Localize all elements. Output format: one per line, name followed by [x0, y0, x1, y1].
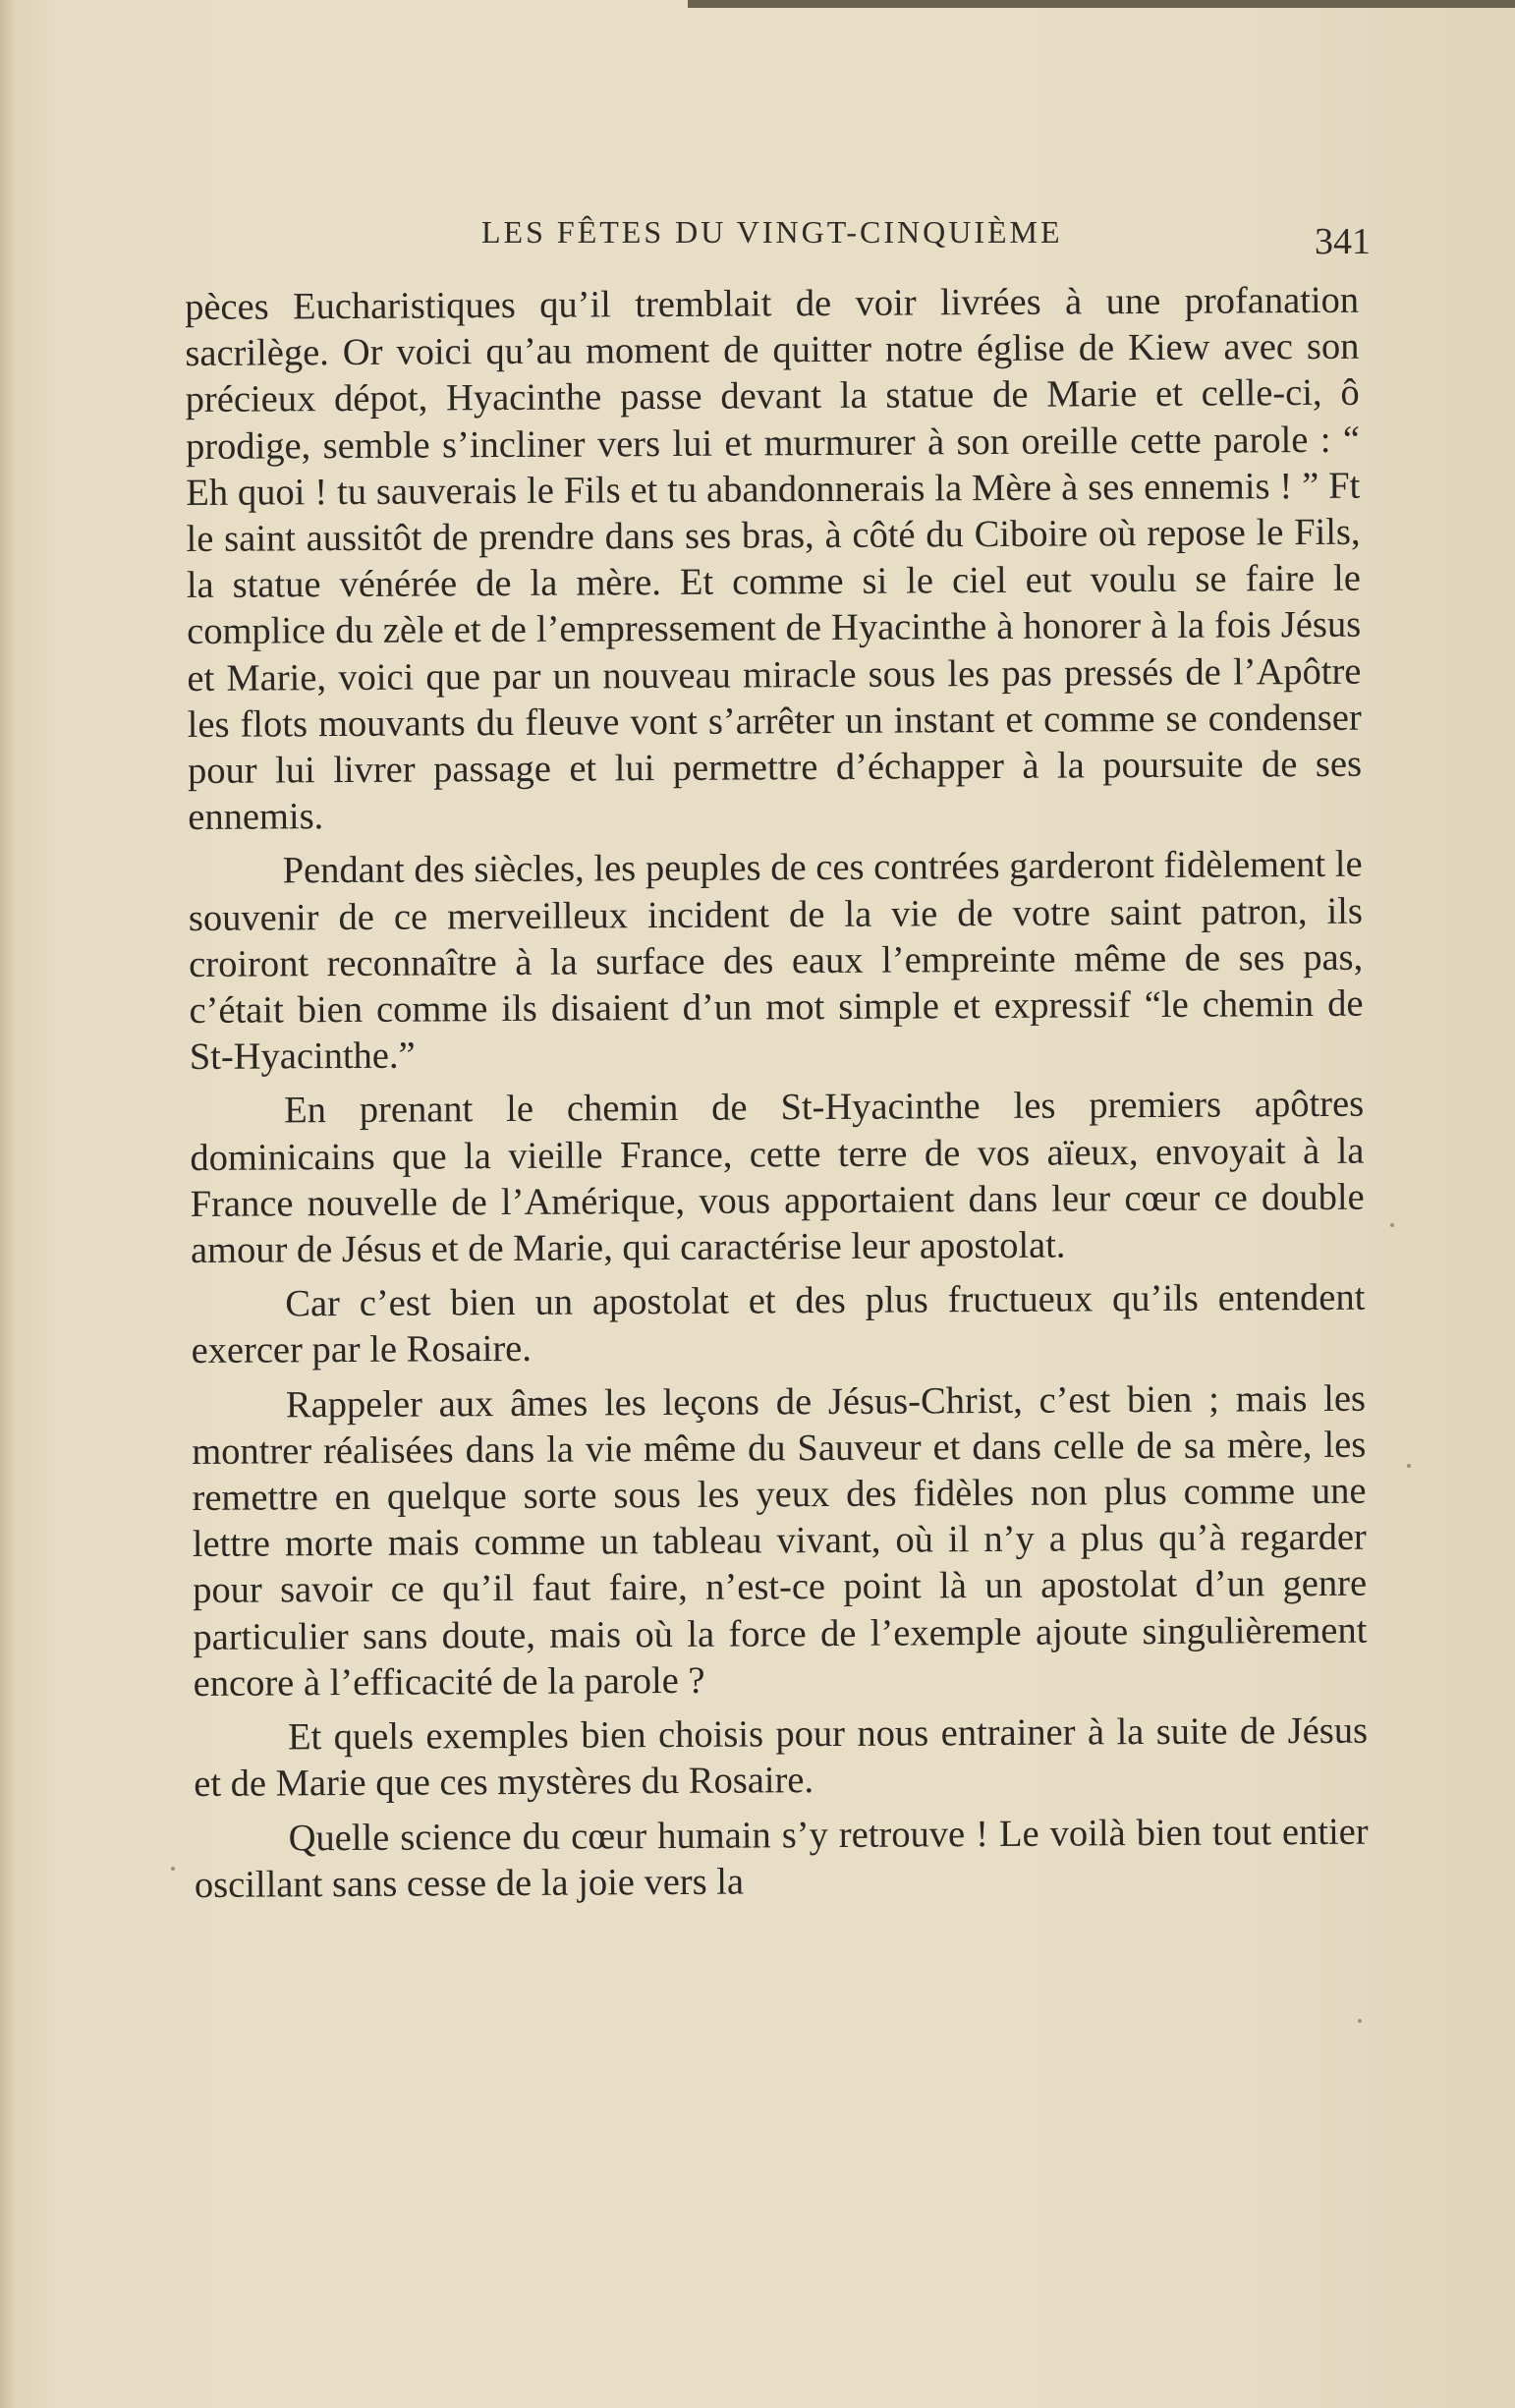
paragraph: Et quels exemples bien choisis pour nous entrainer à la suite de Jésus et de Marie que ces mystères du Rosaire.	[194, 1709, 1369, 1806]
paper-speck	[1390, 1223, 1394, 1227]
paper-speck	[1407, 1464, 1411, 1468]
page-number: 341	[1315, 221, 1371, 262]
paragraph: Pendant des siècles, les peuples de ces contrées garderont fidèlement le souvenir de ce merveilleux incident de la vie de votre saint patron, ils croiront reconnaître à la surface des eaux l’empreinte même de ses pas, c’était bien comme ils disaient d’un mot simple et expressif “le chemin de St-Hyacinthe.”	[188, 844, 1364, 1079]
page-top-edge	[688, 0, 1515, 8]
paragraph: Rappeler aux âmes les leçons de Jésus-Christ, c’est bien ; mais les montrer réalisées dans la vie même du Sauveur et dans celle de sa mère, les remettre en quelque sorte sous les yeux des fidèles non plus comme une lettre morte mais comme un tableau vivant, où il n’y a plus qu’à regarder pour savoir ce qu’il faut faire, n’est-ce point là un apostolat d’un genre particulier sans doute, mais où la force de l’exemple ajoute singulièrement encore à l’efficacité de la parole ?	[192, 1377, 1368, 1705]
binding-edge	[0, 0, 14, 2408]
paragraph-continues: Quelle science du cœur humain s’y retrouve ! Le voilà bien tout entier oscillant sans cesse de la joie vers la	[194, 1811, 1369, 1906]
paragraph-continued: pèces Eucharistiques qu’il tremblait de voir livrées à une profanation sacrilège. Or voici qu’au moment de quitter notre église de Kiew avec son précieux dépot, Hyacinthe passe devant la statue de Marie et celle-ci, ô prodige, semble s’incliner vers lui et murmurer à son oreille cette parole : “ Eh quoi ! tu sauverais le Fils et tu abandonnerais la Mère à ses ennemis ! ” Ft le saint aussitôt de prendre dans ses bras, à côté du Ciboire où repose le Fils, la statue vénérée de la mère. Et comme si le ciel eut voulu se faire le complice du zèle et de l’empressement de Hyacinthe à honorer à la fois Jésus et Marie, voici que par un nouveau miracle sous les pas pressés de l’Apôtre les flots mouvants du fleuve vont s’arrêter un instant et comme se condenser pour lui livrer passage et lui permettre d’échapper à la poursuite de ses ennemis.	[185, 279, 1363, 839]
paragraph: En prenant le chemin de St-Hyacinthe les premiers apôtres dominicains que la vieille France, cette terre de vos aïeux, envoyait à la France nouvelle de l’Amérique, vous apportaient dans leur cœur ce double amour de Jésus et de Marie, qui caractérise leur apostolat.	[190, 1084, 1365, 1272]
running-title: LES FÊTES DU VINGT-CINQUIÈME	[481, 214, 1063, 250]
paper-speck	[1358, 2019, 1362, 2023]
paper-speck	[171, 1867, 175, 1871]
body-text	[185, 278, 1369, 1909]
paragraph: Car c’est bien un apostolat et des plus fructueux qu’ils entendent exercer par le Rosaire.	[191, 1276, 1366, 1372]
running-header	[177, 206, 1371, 265]
